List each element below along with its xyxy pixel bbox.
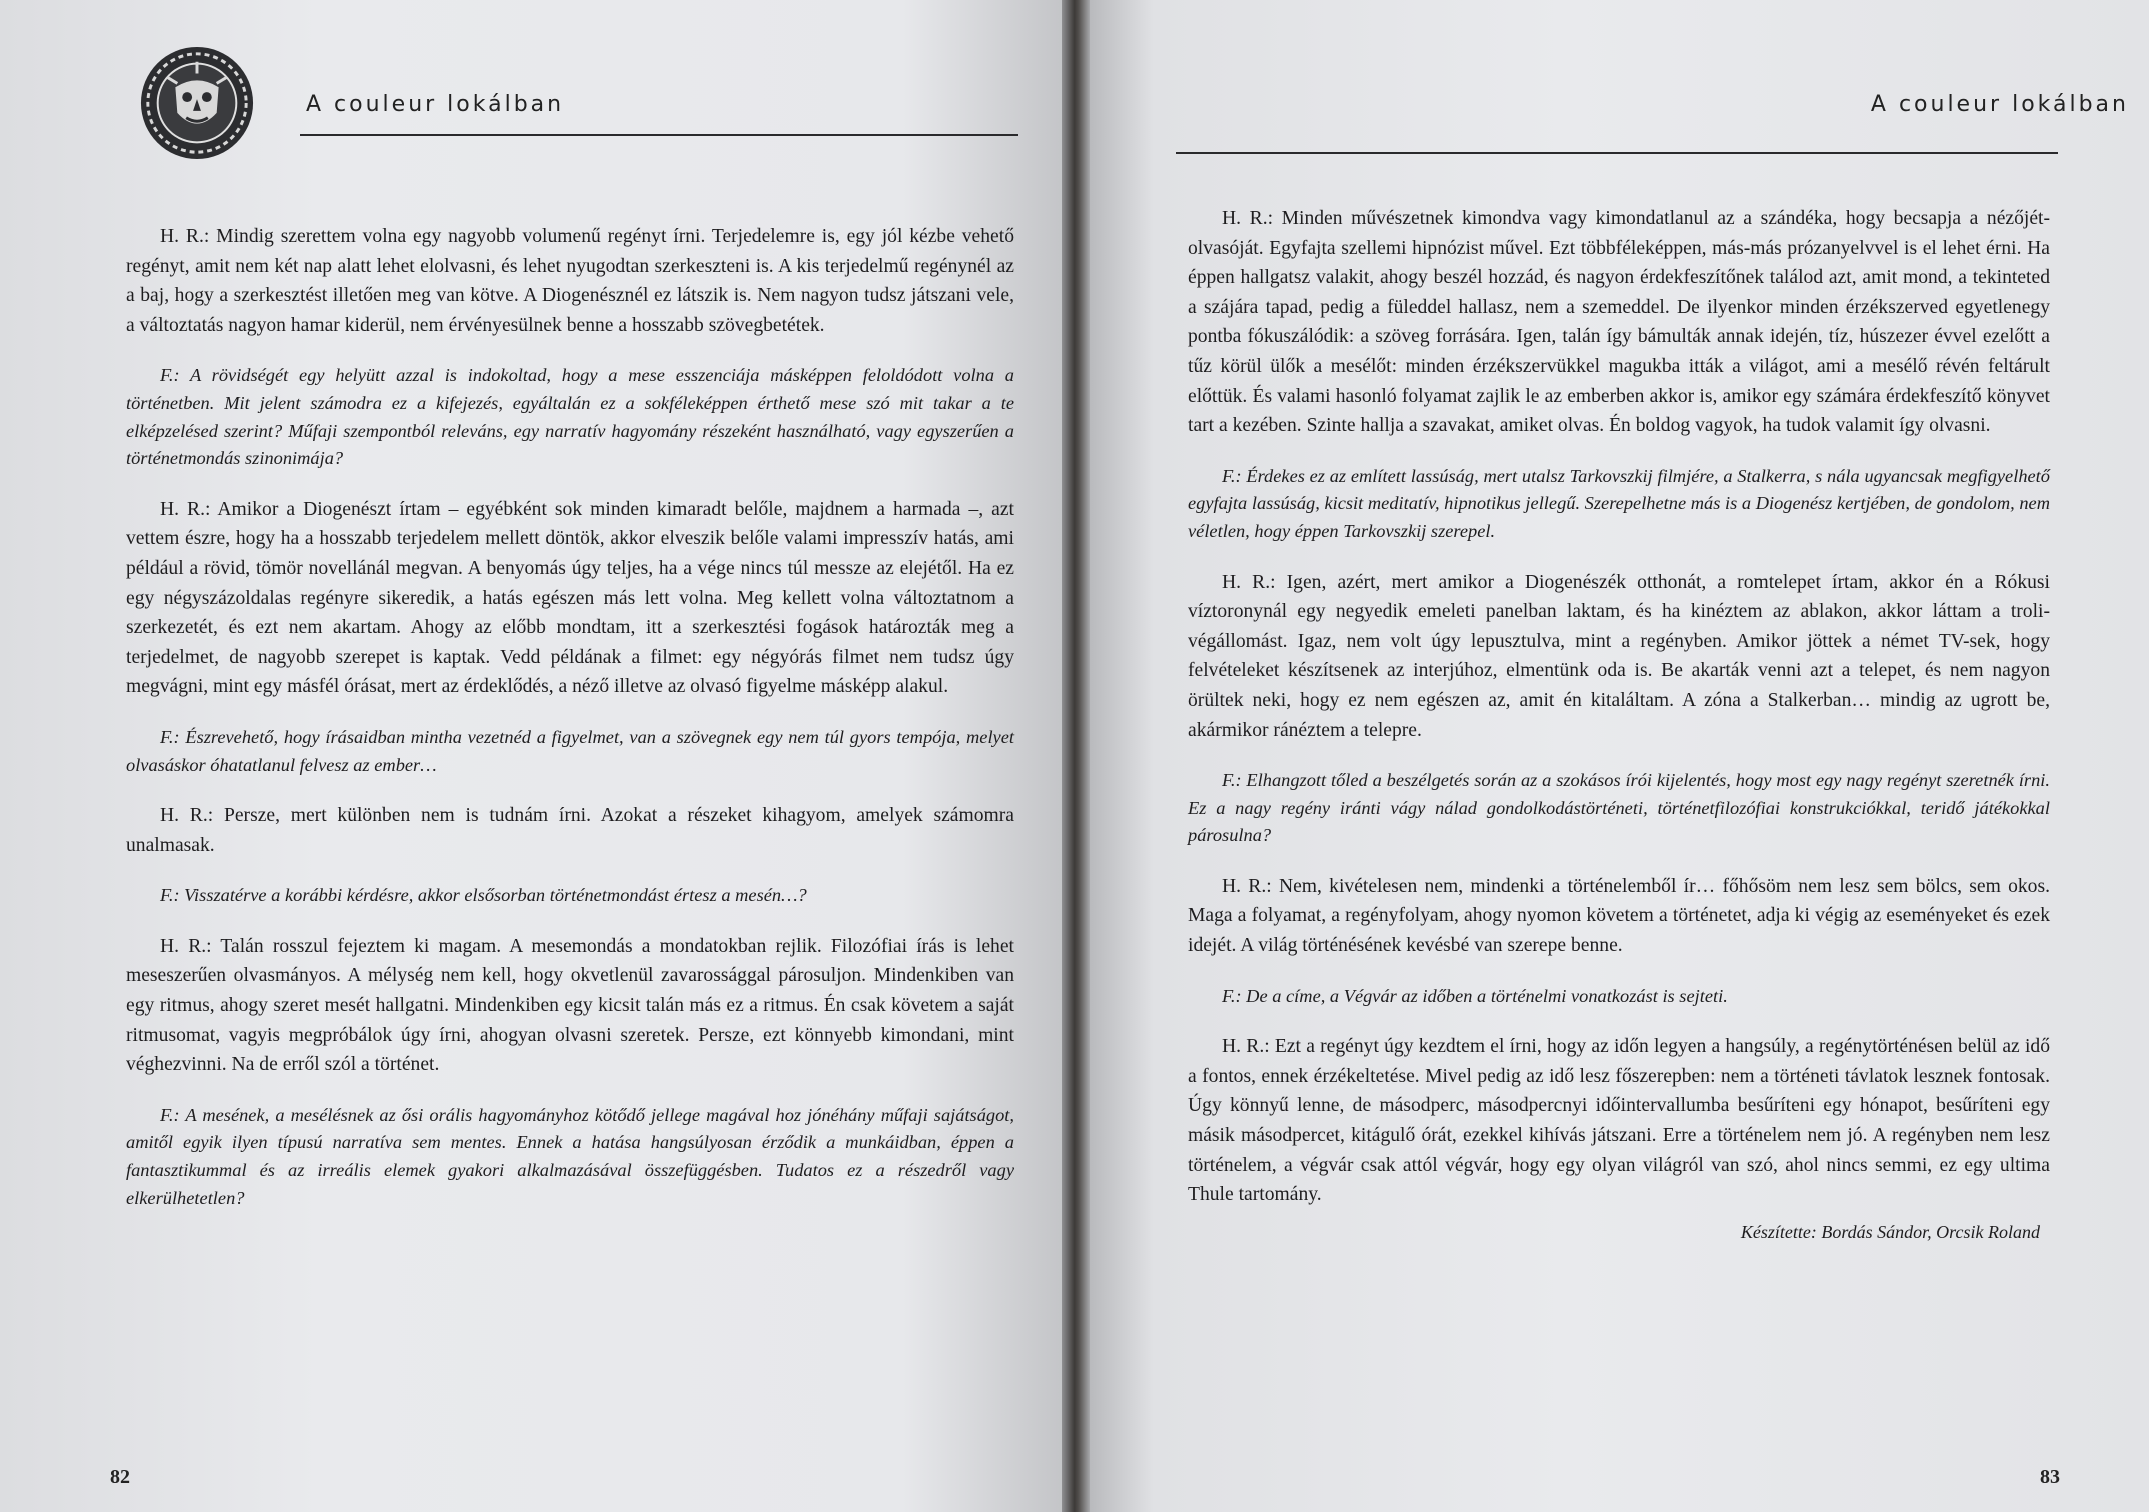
page-number: 83 [2040,1466,2060,1488]
question-paragraph: F.: De a címe, a Végvár az időben a történelmi vonatkozást is sejteti. [1222,985,1728,1006]
answer-paragraph: H. R.: Amikor a Diogenészt írtam – egyébként sok minden kimaradt belőle, majdnem a harmada –, azt vettem észre, hogy ha a hosszabb terjedelem mellett döntök, akkor elveszik belőle valami impresszív hatás, ami például a rövid, tömör novellánál megvan. A benyomás úgy teljes, ha a vége nincs túl messze az elejétől. Ha ez egy négyszázoldalas regényre sikeredik, a hatás egészen más lett volna. Meg kellett volna változtatnom a szerkezetét, és ezt nem akartam. Ahogy az előbb mondtam, itt a szerkesztési fogások határozták meg a terjedelmet, de nagyobb szerepet is kaptak. Vedd példának a filmet: egy négyórás filmet nem tudsz úgy megvágni, mint egy másfél órásat, mert az érdeklődés, a néző illetve az olvasó figyelme másképp alakul. [126,498,1014,698]
answer-paragraph: H. R.: Nem, kivételesen nem, mindenki a történelemből ír… főhősöm nem lesz sem bölcs, sem okos. Maga a folyamat, a regényfolyam, ahogy nyomon követem a történetet, adja ki végig az eseményeket és ezek idejét. A világ történésének kevésbé van szerepe benne. [1188,875,2050,957]
running-head: A couleur lokálban [306,92,565,117]
interview-credit: Készítette: Bordás Sándor, Orcsik Roland [1740,1221,2040,1242]
left-text-column [126,222,1014,1212]
page-number: 82 [110,1466,130,1488]
question-paragraph: F.: Észrevehető, hogy írásaidban mintha vezetnéd a figyelmet, van a szövegnek egy nem túl gyors tempója, melyet olvasáskor óhatatlanul felvesz az ember… [126,726,1014,775]
answer-paragraph: H. R.: Persze, mert különben nem is tudnám írni. Azokat a részeket kihagyom, amelyek számomra unalmasak. [126,805,1014,856]
answer-paragraph: H. R.: Igen, azért, mert amikor a Diogenészék otthonát, a romtelepet írtam, akkor én a Rókusi víztoronynál egy negyedik emeleti panelban laktam, és ha kinéztem az ablakon, akkor láttam a troli-végállomást. Igaz, nem volt úgy lepusztulva, mint a regényben. Amikor jöttek a német TV-sek, hogy felvételeket készítsenek az interjúhoz, elmentünk oda is. Be akarták venni azt a telepet, és nem nagyon örültek neki, hogy ez nem egészen az, amit én kitaláltam. A zóna a Stalkerban… mindig az ugrott be, akármikor ránéztem a telepre. [1188,571,2050,741]
running-head: A couleur lokálban [1870,92,2129,117]
header-rule [300,134,1018,136]
book-gutter [1062,0,1090,1512]
question-paragraph: F.: Elhangzott tőled a beszélgetés során az a szokásos írói kijelentés, hogy most egy nagy regényt szeretnék írni. Ez a nagy regény iránti vágy nálad gondolkodástörténeti, történetfilozófiai konstrukciókkal, teridő játékokkal párosulna? [1188,770,2050,846]
right-page [1090,0,2149,1512]
answer-paragraph: H. R.: Talán rosszul fejeztem ki magam. A mesemondás a mondatokban rejlik. Filozófiai írás is lehet meseszerűen olvasmányos. A mélység nem kell, hogy okvetlenül zavarossággal párosuljon. Mindenkiben van egy ritmus, ahogy szeret mesét hallgatni. Mindenkiben egy kicsit talán más ez a ritmus. Én csak követem a saját ritmusomat, vagyis megpróbálok úgy írni, ahogyan olvasni szeretek. Persze, ezt könnyebb kimondani, mint véghezvinni. Na de erről szól a történet. [126,935,1014,1076]
mask-emblem-icon [138,44,256,162]
answer-paragraph: H. R.: Mindig szerettem volna egy nagyobb volumenű regényt írni. Terjedelemre is, egy jól kézbe vehető regényt, amit nem két nap alatt lehet elolvasni, és lehet nyugodtan szerkeszteni is. A kis terjedelmű regénynél az a baj, hogy a szerkesztést illetően meg van kötve. A Diogenésznél ez látszik is. Nem nagyon tudsz játszani vele, a változtatás nagyon hamar kiderül, nem érvényesülnek benne a hosszabb szövegbetétek. [126,226,1014,336]
answer-paragraph: H. R.: Minden művészetnek kimondva vagy kimondatlanul az a szándéka, hogy becsapja a nézőjét-olvasóját. Egyfajta szellemi hipnózist művel. Ezt többféleképpen, más-más prózanyelvvel is el lehet érni. Ha éppen hallgatsz valakit, ahogy beszél hozzád, és nagyon érdekfeszítőnek találod azt, amit mond, a tekinteted a szájára tapad, pedig a füleddel hallasz, nem a szemeddel. De ilyenkor minden érzékszerved egyetlenegy pontba fókuszálódik: a szöveg forrására. Igen, talán így bámulták annak idején, tíz, húszezer évvel ezelőtt a tűz körül ülők a mesélőt: minden érzékszervükkel magukba itták a világot, ami a mesélő révén feltárult előttük. És valami hasonló folyamat zajlik le az emberben akkor is, amikor egy számára érdekfeszítő könyvet tart a kezében. Szinte hallja a szavakat, amiket olvas. Én boldog vagyok, ha tudok valamit így olvasni. [1188,208,2050,437]
left-page [0,0,1062,1512]
question-paragraph: F.: Visszatérve a korábbi kérdésre, akkor elsősorban történetmondást értesz a mesén…? [160,885,807,906]
header-rule [1176,152,2058,154]
answer-paragraph: H. R.: Ezt a regényt úgy kezdtem el írni, hogy az időn legyen a hangsúly, a regénytörténésen belül az idő a fontos, ennek érzékeltetése. Mivel pedig az idő lesz főszerepben: nem a történeti távlatok lesznek fontosak. Úgy könnyű lenne, de másodperc, másodpercnyi időintervallumba besűríteni egy hónapot, besűríteni egy másik másodpercet, kitágulő órát, ezekkel kihívás játszani. Erre a történelem nem jó. A regényben nem lesz történelem, a végvár csak attól végvár, hogy egy olyan világról van szó, ahol nincs semmi, ez egy ultima Thule tartomány. [1188,1036,2050,1206]
question-paragraph: F.: A rövidségét egy helyütt azzal is indokoltad, hogy a mese esszenciája másképpen feloldódott volna a történetben. Mit jelent számodra ez a kifejezés, egyáltalán ez a sokféleképpen érthető mese szó mit takar a te elképzelésed szerint? Műfaji szempontból releváns, egy narratív hagyomány részeként használható, vagy egyszerűen a történetmondás szinonimája? [126,365,1014,469]
question-paragraph: F.: A mesének, a mesélésnek az ősi orális hagyományhoz kötődő jellege magával hoz jónéhány műfaji sajátságot, amitől egyik ilyen típusú narratíva sem mentes. Ennek a hatása hangsúlyosan érződik a munkáidban, éppen a fantasztikummal és az irreális elemek gyakori alkalmazásával összefüggésben. Tudatos ez a részedről vagy elkerülhetetlen? [126,1104,1014,1208]
question-paragraph: F.: Érdekes ez az említett lassúság, mert utalsz Tarkovszkij filmjére, a Stalkerra, s nála ugyancsak megfigyelhető egyfajta lassúság, kicsit meditatív, hipnotikus jellegű. Szerepelhetne más is a Diogenész kertjében, de gondolom, nem véletlen, hogy éppen Tarkovszkij szerepel. [1188,465,2050,541]
right-text-column [1188,204,2050,1247]
